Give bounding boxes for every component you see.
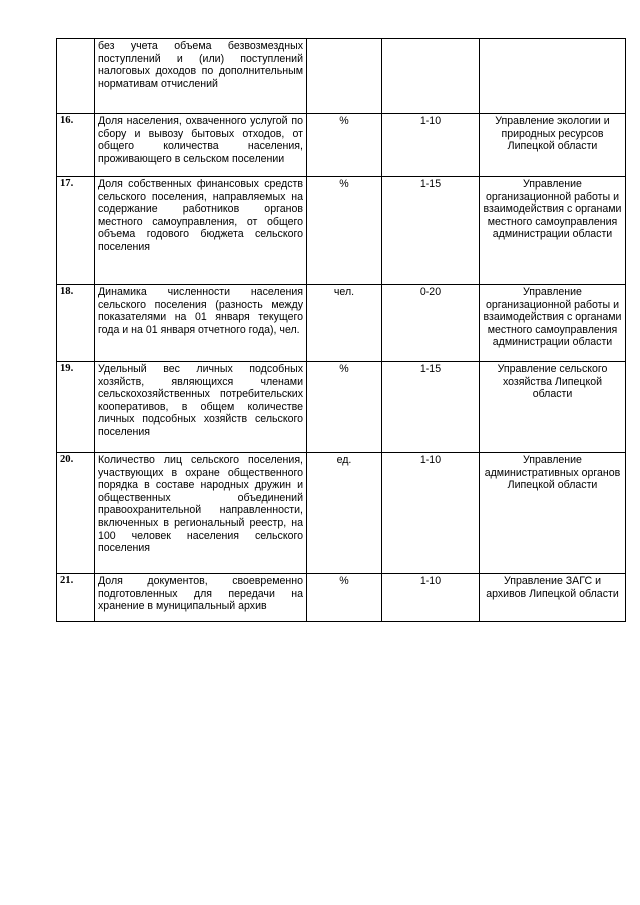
indicator-name: Доля населения, охваченного услугой по сбору и вывозу бытовых отходов, от общего количества населения, проживающего в сельском поселении bbox=[95, 114, 307, 177]
responsible-body: Управление ЗАГС и архивов Липецкой области bbox=[480, 574, 626, 622]
unit-of-measure bbox=[307, 39, 382, 114]
responsible-body: Управление организационной работы и взаимодействия с органами местного самоуправления администрации области bbox=[480, 285, 626, 362]
indicators-table bbox=[56, 38, 626, 622]
row-number: 20. bbox=[57, 453, 95, 574]
responsible-body bbox=[480, 39, 626, 114]
indicator-name: Доля документов, своевременно подготовленных для передачи на хранение в муниципальный архив bbox=[95, 574, 307, 622]
responsible-body: Управление организационной работы и взаимодействия с органами местного самоуправления администрации области bbox=[480, 177, 626, 285]
norm-range: 0-20 bbox=[382, 285, 480, 362]
norm-range: 1-10 bbox=[382, 453, 480, 574]
norm-range bbox=[382, 39, 480, 114]
unit-of-measure: % bbox=[307, 114, 382, 177]
unit-of-measure: % bbox=[307, 362, 382, 453]
indicator-name: Удельный вес личных подсобных хозяйств, являющихся членами сельскохозяйственных потребительских кооперативов, в общем количестве личных подсобных хозяйств сельского поселения bbox=[95, 362, 307, 453]
indicator-name: Количество лиц сельского поселения, участвующих в охране общественного порядка в составе народных дружин и общественных объединений правоохранительной направленности, включенных в региональный реестр, на 100 человек населения сельского поселения bbox=[95, 453, 307, 574]
unit-of-measure: % bbox=[307, 574, 382, 622]
indicator-name: без учета объема безвозмездных поступлений и (или) поступлений налоговых доходов по дополнительным нормативам отчислений bbox=[95, 39, 307, 114]
table-row bbox=[57, 39, 626, 114]
norm-range: 1-15 bbox=[382, 362, 480, 453]
unit-of-measure: % bbox=[307, 177, 382, 285]
row-number: 18. bbox=[57, 285, 95, 362]
table-row bbox=[57, 177, 626, 285]
table-row bbox=[57, 362, 626, 453]
indicator-name: Динамика численности населения сельского поселения (разность между показателями на 01 января текущего года и на 01 января отчетного года), чел. bbox=[95, 285, 307, 362]
responsible-body: Управление административных органов Липецкой области bbox=[480, 453, 626, 574]
table-row bbox=[57, 114, 626, 177]
responsible-body: Управление сельского хозяйства Липецкой области bbox=[480, 362, 626, 453]
indicators-table-body bbox=[57, 39, 626, 622]
unit-of-measure: чел. bbox=[307, 285, 382, 362]
row-number: 19. bbox=[57, 362, 95, 453]
row-number bbox=[57, 39, 95, 114]
responsible-body: Управление экологии и природных ресурсов Липецкой области bbox=[480, 114, 626, 177]
table-row bbox=[57, 453, 626, 574]
unit-of-measure: ед. bbox=[307, 453, 382, 574]
table-row bbox=[57, 285, 626, 362]
norm-range: 1-10 bbox=[382, 114, 480, 177]
indicator-name: Доля собственных финансовых средств сельского поселения, направляемых на содержание работников органов местного самоуправления, от общего объема годового бюджета сельского поселения bbox=[95, 177, 307, 285]
table-row bbox=[57, 574, 626, 622]
row-number: 16. bbox=[57, 114, 95, 177]
norm-range: 1-15 bbox=[382, 177, 480, 285]
row-number: 17. bbox=[57, 177, 95, 285]
row-number: 21. bbox=[57, 574, 95, 622]
norm-range: 1-10 bbox=[382, 574, 480, 622]
